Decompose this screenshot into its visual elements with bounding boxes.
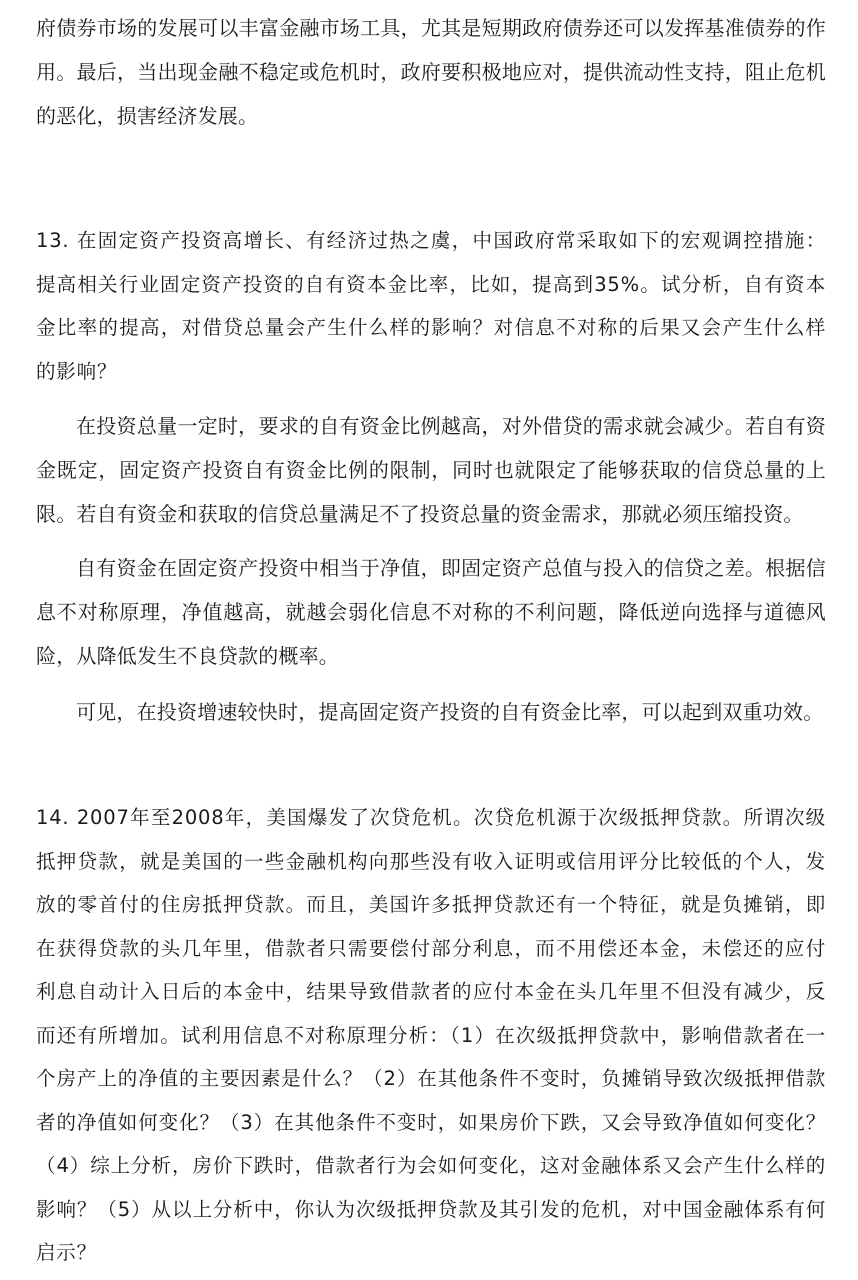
answer-13-paragraph-1: 在投资总量一定时，要求的自有资金比例越高，对外借贷的需求就会减少。若自有资金既定，固定资产投资自有资金比例的限制，同时也就限定了能够获取的信贷总量的上限。若自有资金和获取的信贷总量满足不了投资总量的资金需求，那就必须压缩投资。	[36, 414, 826, 526]
question-14: 14. 2007年至2008年，美国爆发了次贷危机。次贷危机源于次级抵押贷款。所谓次级抵押贷款，就是美国的一些金融机构向那些没有收入证明或信用评分比较低的个人，发放的零首付的住房抵押贷款。而且，美国许多抵押贷款还有一个特征，就是负摊销，即在获得贷款的头几年里，借款者只需要偿付部分利息，而不用偿还本金，未偿还的应付利息自动计入日后的本金中，结果导致借款者的应付本金在头几年里不但没有减少，反而还有所增加。试利用信息不对称原理分析：（1）在次级抵押贷款中，影响借款者在一个房产上的净值的主要因素是什么？（2）在其他条件不变时，负摊销导致次级抵押借款者的净值如何变化？（3）在其他条件不变时，如果房价下跌，又会导致净值如何变化？（4）综上分析，房价下跌时，借款者行为会如何变化，这对金融体系又会产生什么样的影响？（5）从以上分析中，你认为次级抵押贷款及其引发的危机，对中国金融体系有何启示？	[36, 806, 826, 1264]
continued-paragraph: 府债券市场的发展可以丰富金融市场工具，尤其是短期政府债券还可以发挥基准债券的作用。最后，当出现金融不稳定或危机时，政府要积极地应对，提供流动性支持，阻止危机的恶化，损害经济发展。	[36, 16, 826, 128]
question-13: 13. 在固定资产投资高增长、有经济过热之虞，中国政府常采取如下的宏观调控措施：提高相关行业固定资产投资的自有资本金比率，比如，提高到35%。试分析，自有资本金比率的提高，对借贷总量会产生什么样的影响？对信息不对称的后果又会产生什么样的影响？	[36, 229, 826, 383]
answer-13-paragraph-3: 可见，在投资增速较快时，提高固定资产投资的自有资金比率，可以起到双重功效。	[76, 700, 824, 724]
answer-13-paragraph-2: 自有资金在固定资产投资中相当于净值，即固定资产总值与投入的信贷之差。根据信息不对称原理，净值越高，就越会弱化信息不对称的不利问题，降低逆向选择与道德风险，从降低发生不良贷款的概率。	[36, 556, 826, 668]
